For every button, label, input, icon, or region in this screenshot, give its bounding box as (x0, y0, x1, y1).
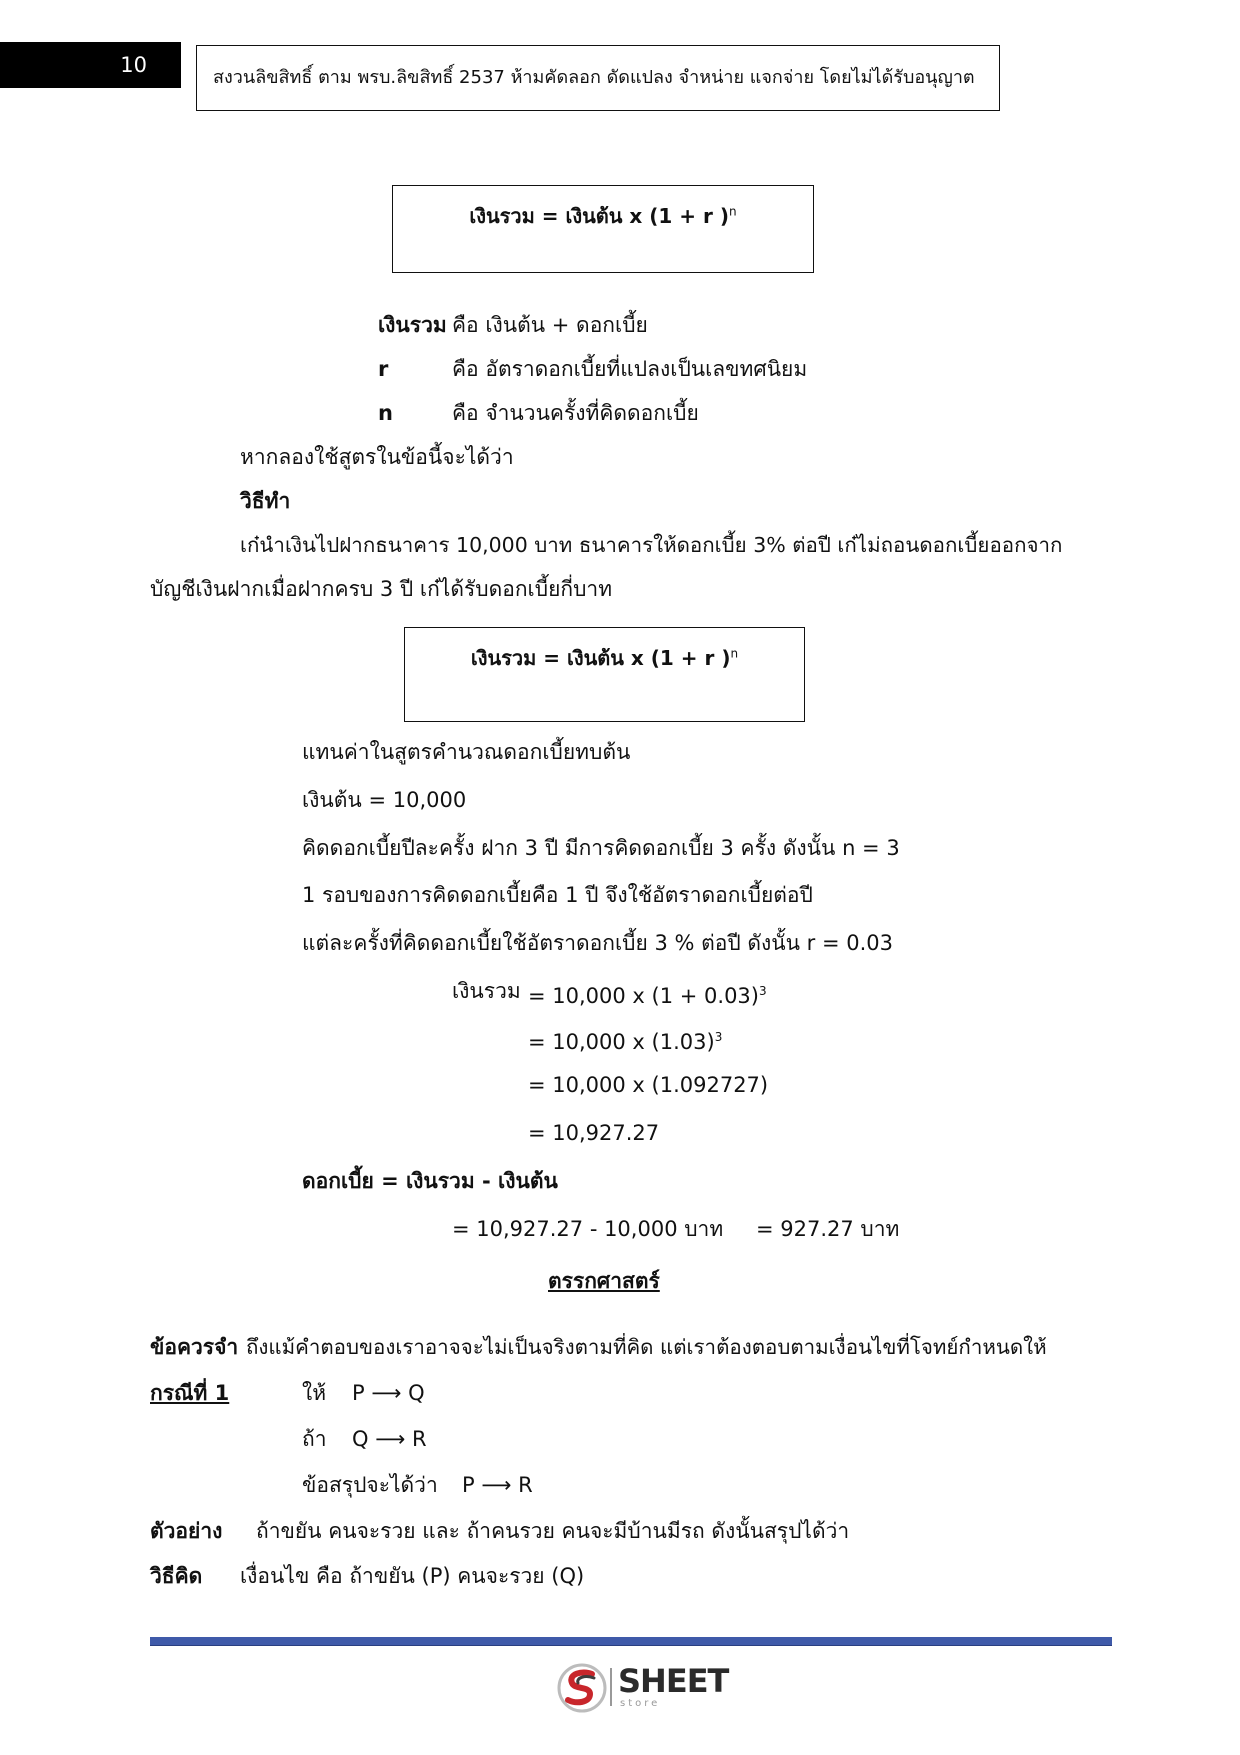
problem-line-2: บัญชีเงินฝากเมื่อฝากครบ 3 ปี เก๋ได้รับดอกเบี้ยกี่บาท (150, 577, 613, 601)
definition-term: เงินรวม (378, 313, 447, 337)
interest-label: ดอกเบี้ย = เงินรวม - เงินต้น (302, 1169, 558, 1193)
logic-title: ตรรกศาสตร์ (548, 1269, 660, 1293)
calc-exponent: 3 (758, 984, 767, 998)
note-label: ข้อควรจำ (150, 1335, 239, 1359)
formula-box (392, 185, 814, 273)
problem-line-1: เก๋นำเงินไปฝากธนาคาร 10,000 บาท ธนาคารให้ดอกเบี้ย 3% ต่อปี เก๋ไม่ถอนดอกเบี้ยออกจาก (240, 533, 1063, 557)
compound-interest-formula (393, 186, 813, 232)
definition-text: คือ เงินต้น + ดอกเบี้ย (452, 313, 648, 337)
calc-line-1 (528, 976, 767, 1011)
formula-box (404, 627, 805, 722)
think-label: วิธีคิด (150, 1564, 203, 1588)
conclusion-statement: P ⟶ R (462, 1473, 533, 1497)
step-line: 1 รอบของการคิดดอกเบี้ยคือ 1 ปี จึงใช้อัตราดอกเบี้ยต่อปี (302, 883, 813, 907)
footer-rule (150, 1637, 1112, 1646)
compound-interest-formula (405, 628, 804, 674)
case-label: กรณีที่ 1 (150, 1381, 230, 1405)
definition-term: r (378, 357, 389, 381)
sheet-store-logo (556, 1662, 729, 1714)
calc-expression: = 10,000 x (1 + 0.03) (528, 984, 759, 1008)
note-text: ถึงแม้คำตอบของเราอาจจะไม่เป็นจริงตามที่คิด แต่เราต้องตอบตามเงื่อนไขที่โจทย์กำหนดให้ (246, 1335, 1047, 1359)
conclusion-label: ข้อสรุปจะได้ว่า (302, 1473, 438, 1497)
copyright-notice: สงวนลิขสิทธิ์ ตาม พรบ.ลิขสิทธิ์ 2537 ห้ามคัดลอก ดัดแปลง จำหน่าย แจกจ่าย โดยไม่ได้รับอนุญาต (196, 45, 1000, 111)
step-line: คิดดอกเบี้ยปีละครั้ง ฝาก 3 ปี มีการคิดดอกเบี้ย 3 ครั้ง ดังนั้น n = 3 (302, 836, 900, 860)
calc-label: เงินรวม (452, 979, 521, 1003)
method-label: วิธีทำ (240, 489, 291, 513)
logo-subtext: store (620, 1698, 661, 1709)
example-label: ตัวอย่าง (150, 1519, 223, 1543)
step-line: แทนค่าในสูตรคำนวณดอกเบี้ยทบต้น (302, 740, 631, 764)
calc-line-2 (528, 1022, 722, 1057)
formula-exponent: n (728, 204, 737, 219)
definition-term: n (378, 401, 393, 425)
logo-text: SHEET (618, 1662, 729, 1700)
interest-line: = 10,927.27 - 10,000 บาท (452, 1217, 724, 1241)
formula-text: เงินรวม = เงินต้น x (1 + r ) (469, 204, 729, 228)
example-text: ถ้าขยัน คนจะรวย และ ถ้าคนรวย คนจะมีบ้านมีรถ ดังนั้นสรุปได้ว่า (256, 1519, 850, 1543)
interest-result: = 927.27 บาท (756, 1217, 900, 1241)
if-label: ถ้า (302, 1427, 327, 1451)
logo-divider (610, 1668, 612, 1706)
formula-exponent: n (730, 646, 739, 661)
formula-text: เงินรวม = เงินต้น x (1 + r ) (470, 646, 731, 670)
step-line: แต่ละครั้งที่คิดดอกเบี้ยใช้อัตราดอกเบี้ย 3 % ต่อปี ดังนั้น r = 0.03 (302, 931, 894, 955)
calc-exponent: 3 (714, 1030, 723, 1044)
think-text: เงื่อนไข คือ ถ้าขยัน (P) คนจะรวย (Q) (240, 1564, 585, 1588)
definition-text: คือ จำนวนครั้งที่คิดดอกเบี้ย (452, 401, 699, 425)
page-number: 10 (0, 42, 181, 88)
if-statement: Q ⟶ R (352, 1427, 427, 1451)
given-statement: P ⟶ Q (352, 1381, 425, 1405)
given-label: ให้ (302, 1381, 327, 1405)
step-line: เงินต้น = 10,000 (302, 788, 467, 812)
calc-expression: = 10,000 x (1.03) (528, 1030, 715, 1054)
calc-line-3: = 10,000 x (1.092727) (528, 1073, 769, 1097)
sheet-store-logo-icon (556, 1662, 608, 1714)
definition-text: คือ อัตราดอกเบี้ยที่แปลงเป็นเลขทศนิยม (452, 357, 808, 381)
apply-intro: หากลองใช้สูตรในข้อนี้จะได้ว่า (240, 445, 514, 469)
calc-line-4: = 10,927.27 (528, 1121, 660, 1145)
